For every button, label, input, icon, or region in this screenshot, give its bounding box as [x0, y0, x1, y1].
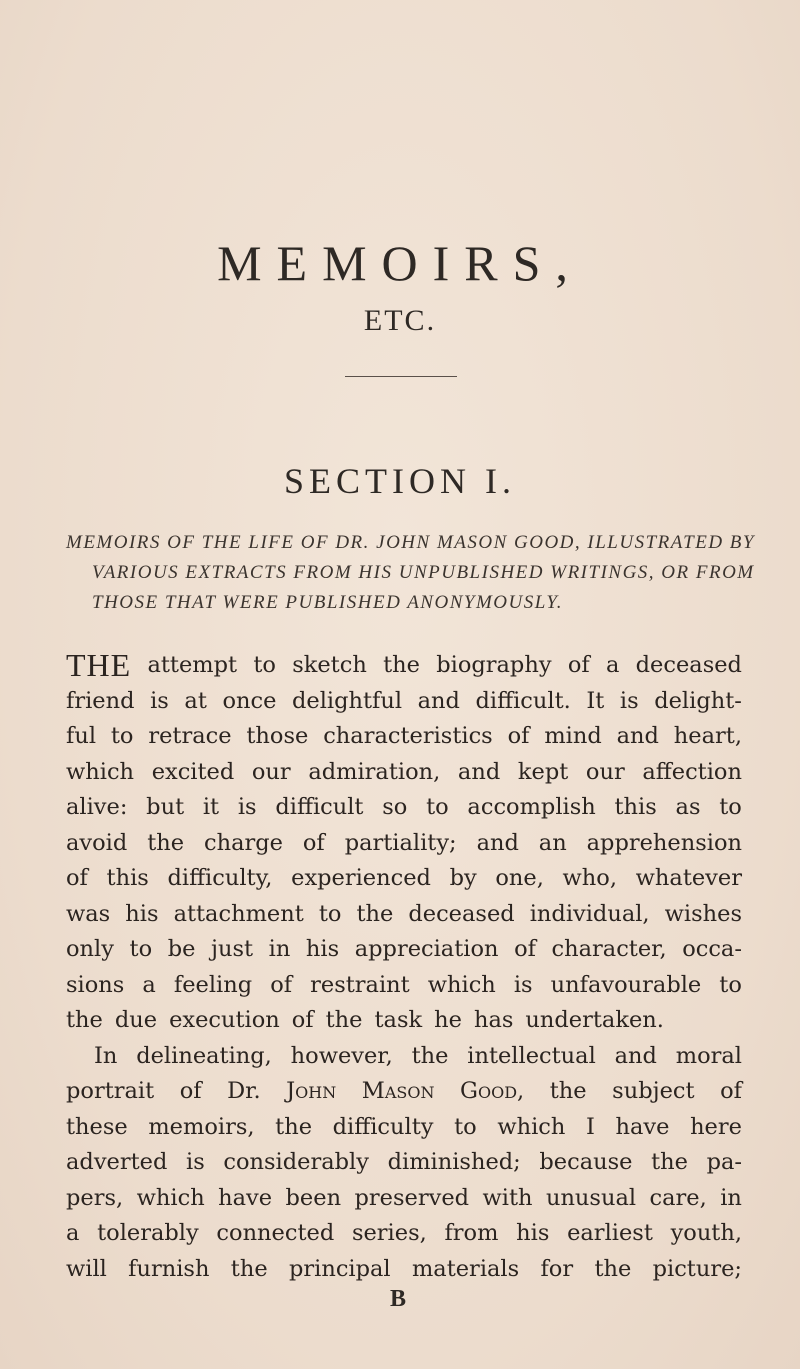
- drop-cap-word: THE: [66, 647, 132, 683]
- text-word: deceased: [635, 652, 742, 678]
- body-text: [66, 648, 742, 1287]
- etc-subtitle: ETC.: [363, 304, 437, 337]
- person-name-word: Mason: [361, 1078, 435, 1104]
- text-line: friend is at once delightful and difficult. It is delight-: [66, 687, 742, 714]
- person-name-word: Good,: [460, 1078, 525, 1104]
- section-summary: [66, 528, 755, 618]
- decorative-rule: [345, 376, 457, 377]
- text-word: of: [720, 1078, 742, 1104]
- text-line: the due execution of the task he has undertaken.: [66, 1007, 664, 1033]
- text-word: Dr.: [227, 1078, 261, 1104]
- text-line: In delineating, however, the intellectual and moral: [94, 1042, 742, 1069]
- text-word: a: [605, 652, 620, 678]
- text-line: of this difficulty, experienced by one, who, whatever: [66, 865, 742, 891]
- summary-line: VARIOUS EXTRACTS FROM HIS UNPUBLISHED WRITINGS, OR FROM: [92, 562, 755, 583]
- memoirs-title: MEMOIRS,: [217, 235, 583, 291]
- summary-line: THOSE THAT WERE PUBLISHED ANONYMOUSLY.: [92, 592, 563, 613]
- text-word: attempt: [147, 652, 238, 678]
- text-word: sketch: [292, 652, 367, 678]
- person-name-word: John: [286, 1078, 337, 1104]
- text-line: only to be just in his appreciation of character, occa-: [66, 936, 742, 962]
- text-word: of: [179, 1078, 202, 1104]
- text-line: these memoirs, the difficulty to which I have here: [66, 1113, 742, 1140]
- text-line: pers, which have been preserved with unusual care, in: [66, 1184, 742, 1211]
- text-word: to: [253, 652, 276, 678]
- text-line: which excited our admiration, and kept our affection: [66, 758, 742, 785]
- text-line: ful to retrace those characteristics of mind and heart,: [66, 723, 742, 749]
- text-line: sions a feeling of restraint which is unfavourable to: [66, 971, 742, 998]
- text-word: portrait: [66, 1078, 155, 1104]
- section-heading: SECTION I.: [284, 461, 516, 501]
- signature-mark: B: [389, 1286, 406, 1312]
- text-line: will furnish the principal materials for the picture;: [66, 1255, 742, 1282]
- text-word: the: [549, 1078, 587, 1104]
- text-word: subject: [612, 1078, 695, 1104]
- text-line: alive: but it is difficult so to accomplish this as to: [66, 794, 742, 820]
- text-line: a tolerably connected series, from his earliest youth,: [66, 1220, 742, 1246]
- text-line: was his attachment to the deceased individual, wishes: [66, 900, 742, 927]
- text-word: of: [567, 652, 590, 678]
- summary-line: MEMOIRS OF THE LIFE OF DR. JOHN MASON GOOD, ILLUSTRATED BY: [66, 532, 755, 553]
- text-line: [66, 1074, 742, 1110]
- text-line: avoid the charge of partiality; and an apprehension: [66, 829, 742, 856]
- text-word: biography: [436, 652, 552, 678]
- text-line: [66, 648, 742, 684]
- text-line: adverted is considerably diminished; because the pa-: [66, 1149, 742, 1175]
- text-word: the: [383, 652, 420, 678]
